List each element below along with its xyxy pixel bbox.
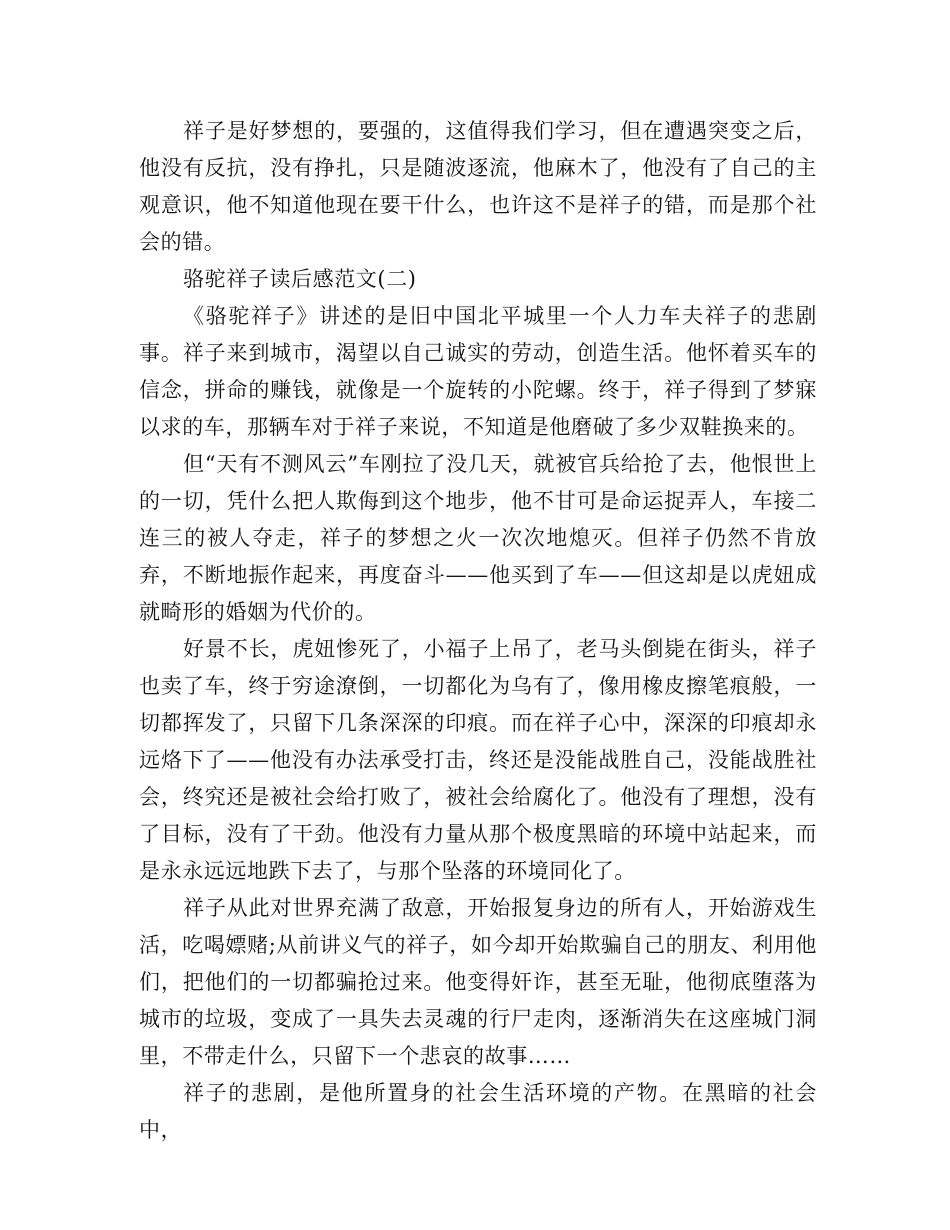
section-heading: 骆驼祥子读后感范文(二) xyxy=(183,267,417,291)
paragraph-1: 祥子是好梦想的，要强的，这值得我们学习，但在遭遇突变之后，他没有反抗，没有挣扎，只是随波逐流，他麻木了，他没有了自己的主观意识，他不知道他现在要干什么，也许这不是祥子的错，而是那个社会的错。 xyxy=(139,119,817,254)
document-body xyxy=(139,113,817,1149)
paragraph-6: 祥子的悲剧，是他所置身的社会生活环境的产物。在黑暗的社会中， xyxy=(139,1081,817,1142)
paragraph-2: 《骆驼祥子》讲述的是旧中国北平城里一个人力车夫祥子的悲剧事。祥子来到城市，渴望以自己诚实的劳动，创造生活。他怀着买车的信念，拼命的赚钱，就像是一个旋转的小陀螺。终于，祥子得到了梦寐以求的车，那辆车对于祥子来说，不知道是他磨破了多少双鞋换来的。 xyxy=(139,304,817,439)
paragraph-3: 但“天有不测风云”车刚拉了没几天，就被官兵给抢了去，他恨世上的一切，凭什么把人欺侮到这个地步，他不甘可是命运捉弄人，车接二连三的被人夺走，祥子的梦想之火一次次地熄灭。但祥子仍然不肯放弃，不断地振作起来，再度奋斗——他买到了车——但这却是以虎妞成就畸形的婚姻为代价的。 xyxy=(139,452,817,624)
paragraph-4: 好景不长，虎妞惨死了，小福子上吊了，老马头倒毙在街头，祥子也卖了车，终于穷途潦倒，一切都化为乌有了，像用橡皮擦笔痕般，一切都挥发了，只留下几条深深的印痕。而在祥子心中，深深的印痕却永远烙下了——他没有办法承受打击，终还是没能战胜自己，没能战胜社会，终究还是被社会给打败了，被社会给腐化了。他没有了理想，没有了目标，没有了干劲。他没有力量从那个极度黑暗的环境中站起来，而是永永远远地跌下去了，与那个坠落的环境同化了。 xyxy=(139,637,817,883)
paragraph-5: 祥子从此对世界充满了敌意，开始报复身边的所有人，开始游戏生活，吃喝嫖赌;从前讲义气的祥子，如今却开始欺骗自己的朋友、利用他们，把他们的一切都骗抢过来。他变得奸诈，甚至无耻，他彻底堕落为城市的垃圾，变成了一具失去灵魂的行尸走肉，逐渐消失在这座城门洞里，不带走什么，只留下一个悲哀的故事…… xyxy=(139,896,817,1068)
